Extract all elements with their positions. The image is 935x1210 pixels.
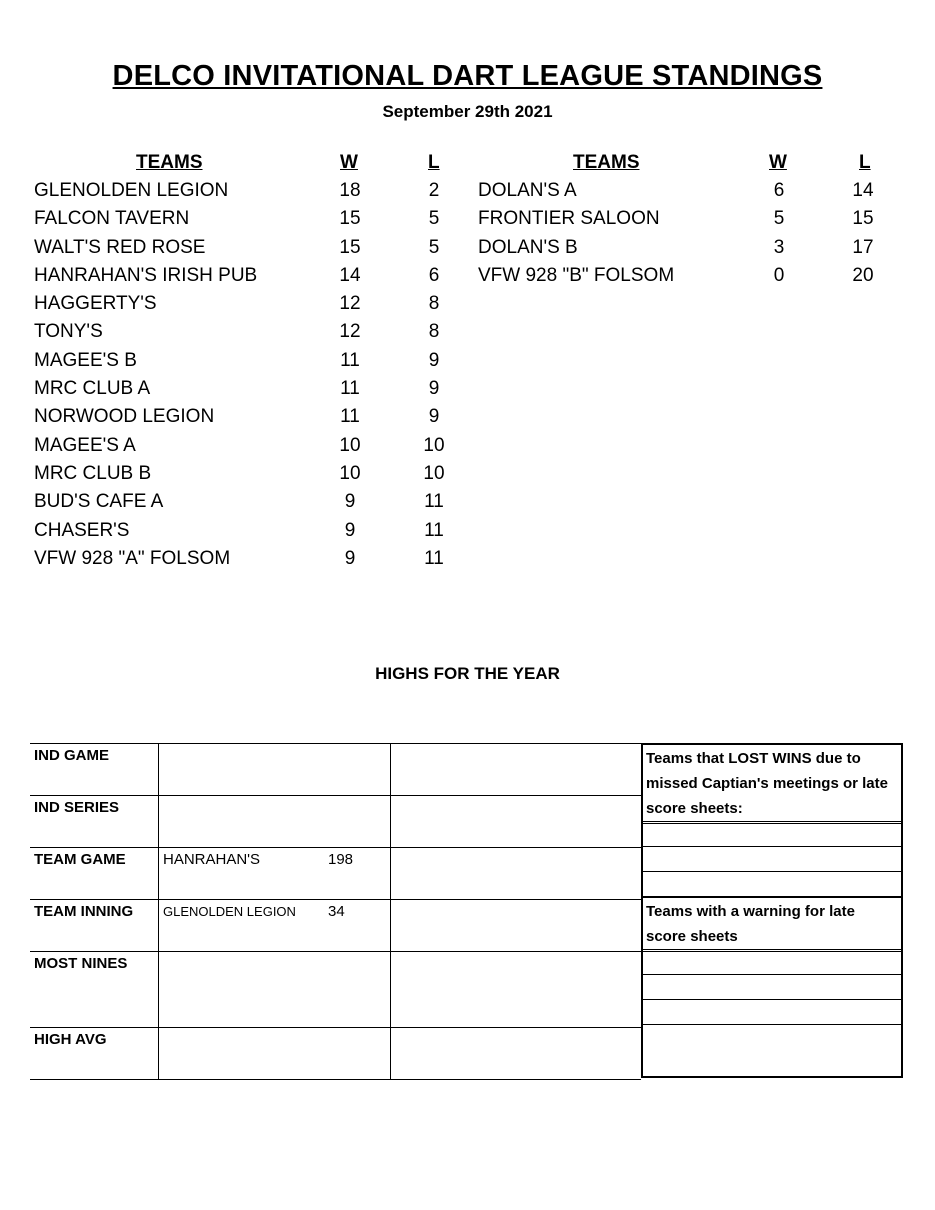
team-name: DOLAN'S B bbox=[478, 236, 578, 258]
team-losses: 10 bbox=[423, 434, 445, 456]
team-wins: 10 bbox=[339, 434, 361, 456]
highs-category: TEAM INNING bbox=[34, 903, 134, 920]
highs-row bbox=[30, 900, 641, 952]
team-wins: 9 bbox=[344, 547, 356, 569]
highs-category: MOST NINES bbox=[34, 955, 128, 972]
team-wins: 0 bbox=[773, 264, 785, 286]
team-wins: 9 bbox=[344, 491, 356, 513]
team-losses: 11 bbox=[424, 519, 444, 541]
highs-title: HIGHS FOR THE YEAR bbox=[375, 664, 560, 683]
team-name: DOLAN'S A bbox=[478, 180, 577, 201]
team-losses: 15 bbox=[852, 208, 874, 230]
highs-row bbox=[30, 744, 641, 796]
team-losses: 9 bbox=[428, 406, 440, 428]
team-name: FRONTIER SALOON bbox=[478, 208, 660, 230]
team-wins: 11 bbox=[340, 378, 360, 400]
highs-holder: GLENOLDEN LEGION bbox=[163, 904, 296, 919]
highs-holder-cell bbox=[159, 952, 391, 1028]
team-wins: 12 bbox=[339, 321, 361, 343]
wins-header: W bbox=[340, 152, 358, 173]
team-losses: 9 bbox=[428, 349, 440, 371]
highs-holder-cell bbox=[159, 848, 391, 900]
losses-header: L bbox=[428, 152, 440, 173]
team-losses: 11 bbox=[424, 491, 444, 513]
team-wins: 10 bbox=[339, 462, 361, 484]
team-losses: 8 bbox=[428, 321, 440, 343]
highs-holder-cell bbox=[159, 900, 391, 952]
warning-line bbox=[643, 974, 901, 999]
page-title: DELCO INVITATIONAL DART LEAGUE STANDINGS bbox=[112, 60, 823, 92]
lost-wins-line bbox=[643, 846, 901, 871]
team-wins: 15 bbox=[339, 236, 361, 258]
team-name: TONY'S bbox=[34, 321, 103, 343]
highs-extra-cell bbox=[391, 848, 642, 900]
team-name: FALCON TAVERN bbox=[34, 208, 190, 230]
team-losses: 5 bbox=[428, 208, 440, 230]
team-name: VFW 928 "A" FOLSOM bbox=[34, 547, 231, 569]
team-wins: 18 bbox=[339, 180, 361, 201]
highs-holder-cell bbox=[159, 744, 391, 796]
team-name: CHASER'S bbox=[34, 519, 130, 541]
highs-value: 198 bbox=[328, 851, 354, 868]
highs-category: HIGH AVG bbox=[34, 1031, 107, 1048]
highs-extra-cell bbox=[391, 796, 642, 848]
team-losses: 17 bbox=[852, 236, 874, 258]
highs-holder-cell bbox=[159, 1028, 391, 1080]
lost-wins-note: Teams that LOST WINS due to missed Captian's meetings or late score sheets: bbox=[646, 750, 888, 817]
team-name: MRC CLUB A bbox=[34, 378, 151, 400]
team-losses: 20 bbox=[852, 264, 874, 286]
team-name: NORWOOD LEGION bbox=[34, 406, 215, 428]
highs-category: IND GAME bbox=[34, 747, 109, 764]
team-wins: 15 bbox=[339, 208, 361, 230]
losses-header: L bbox=[859, 152, 871, 173]
warning-note: Teams with a warning for late score sheets bbox=[643, 896, 901, 949]
team-name: MRC CLUB B bbox=[34, 462, 152, 484]
highs-category: IND SERIES bbox=[34, 799, 120, 816]
teams-header: TEAMS bbox=[573, 152, 640, 173]
team-name: MAGEE'S B bbox=[34, 349, 137, 371]
team-name: GLENOLDEN LEGION bbox=[34, 180, 229, 201]
highs-extra-cell bbox=[391, 1028, 642, 1080]
team-wins: 3 bbox=[773, 236, 785, 258]
team-wins: 12 bbox=[339, 293, 361, 315]
lost-wins-line bbox=[643, 821, 901, 846]
lost-wins-line bbox=[643, 871, 901, 896]
highs-row bbox=[30, 1028, 641, 1080]
highs-row bbox=[30, 796, 641, 848]
highs-extra-cell bbox=[391, 744, 642, 796]
highs-table bbox=[30, 743, 641, 1080]
team-wins: 14 bbox=[339, 264, 361, 286]
highs-row bbox=[30, 848, 641, 900]
team-losses: 8 bbox=[428, 293, 440, 315]
team-losses: 2 bbox=[428, 180, 440, 201]
team-wins: 11 bbox=[340, 349, 360, 371]
team-name: MAGEE'S A bbox=[34, 434, 136, 456]
highs-row bbox=[30, 952, 641, 1028]
team-losses: 5 bbox=[428, 236, 440, 258]
teams-header: TEAMS bbox=[136, 152, 203, 173]
team-wins: 6 bbox=[773, 180, 785, 201]
team-name: WALT'S RED ROSE bbox=[34, 236, 206, 258]
team-losses: 11 bbox=[424, 547, 444, 569]
team-losses: 14 bbox=[852, 180, 874, 201]
team-name: HANRAHAN'S IRISH PUB bbox=[34, 264, 258, 286]
warning-line bbox=[643, 949, 901, 974]
wins-header: W bbox=[769, 152, 787, 173]
highs-holder: HANRAHAN'S bbox=[163, 851, 261, 868]
team-wins: 5 bbox=[773, 208, 785, 230]
highs-value: 34 bbox=[328, 903, 345, 920]
warning-line bbox=[643, 999, 901, 1024]
standings-date: September 29th 2021 bbox=[382, 102, 553, 121]
team-losses: 9 bbox=[428, 378, 440, 400]
highs-extra-cell bbox=[391, 900, 642, 952]
notes-box bbox=[641, 743, 903, 1078]
team-losses: 10 bbox=[423, 462, 445, 484]
highs-extra-cell bbox=[391, 952, 642, 1028]
team-name: BUD'S CAFE A bbox=[34, 491, 164, 513]
warning-line bbox=[643, 1024, 901, 1049]
team-wins: 11 bbox=[340, 406, 360, 428]
team-wins: 9 bbox=[344, 519, 356, 541]
highs-category: TEAM GAME bbox=[34, 851, 126, 868]
highs-holder-cell bbox=[159, 796, 391, 848]
team-name: HAGGERTY'S bbox=[34, 293, 157, 315]
team-losses: 6 bbox=[428, 264, 440, 286]
team-name: VFW 928 "B" FOLSOM bbox=[478, 264, 675, 286]
